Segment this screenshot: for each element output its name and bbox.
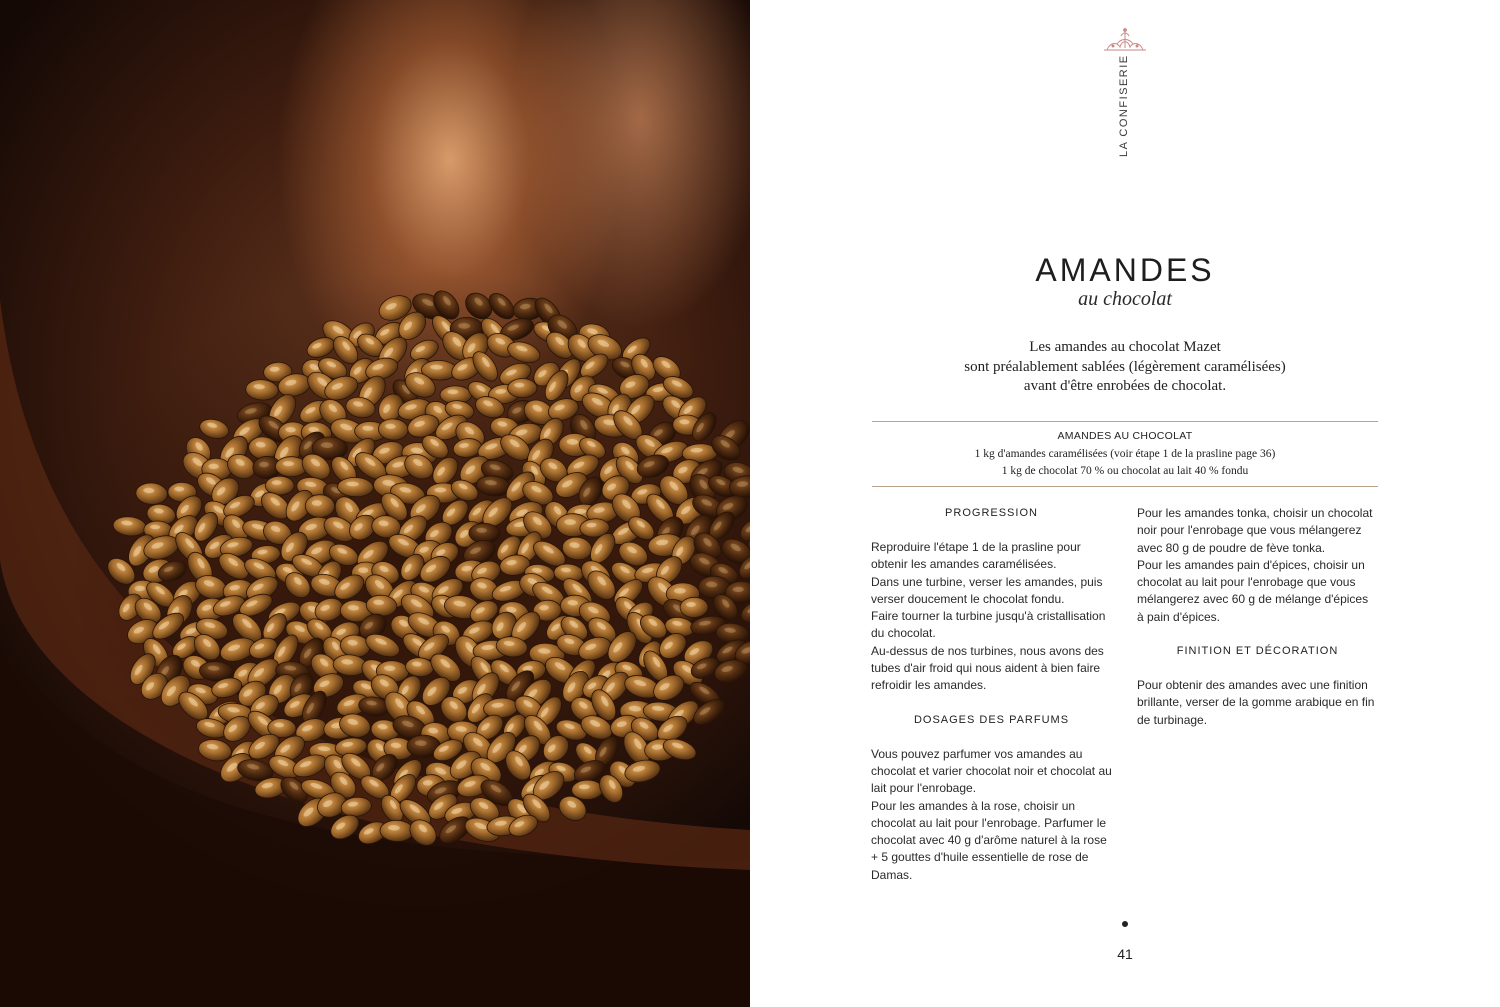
finition-paragraph: Pour obtenir des amandes avec une finition brillante, verser de la gomme arabique en fin de turbinage. [1137, 678, 1375, 727]
finition-heading: FINITION ET DÉCORATION [1176, 645, 1339, 658]
progression-step: Faire tourner la turbine jusqu'à cristallisation du chocolat. [871, 609, 1106, 641]
dosage-paragraph: Vous pouvez parfumer vos amandes au chocolat et varier chocolat noir et chocolat au lait pour l'enrobage. [871, 746, 1112, 796]
right-column [1137, 505, 1378, 729]
intro-line: Les amandes au chocolat Mazet [1029, 339, 1221, 355]
ingredients-list [750, 446, 1500, 480]
intro-line: sont préalablement sablées (légèrement caramélisées) [964, 358, 1286, 375]
page-number: 41 [1117, 946, 1133, 962]
dosages-heading: DOSAGES DES PARFUMS [913, 713, 1070, 726]
almond-highlight [272, 480, 282, 485]
almond-highlight [259, 462, 269, 468]
intro-paragraph [750, 338, 1500, 397]
divider-bottom [872, 486, 1378, 487]
divider-top [872, 421, 1378, 422]
recipe-heading: AMANDES AU CHOCOLAT [1057, 430, 1193, 442]
ingredient-line: 1 kg de chocolat 70 % ou chocolat au lait 40 % fondu [1001, 465, 1249, 477]
parfum-paragraph: Pour les amandes pain d'épices, choisir un chocolat au lait pour l'enrobage que vous mélangerez avec 60 g de mélange d'épices à pain d'épices. [1137, 557, 1369, 624]
progression-step: Reproduire l'étape 1 de la prasline pour obtenir les amandes caramélisées. [871, 540, 1081, 572]
ingredient-line: 1 kg d'amandes caramélisées (voir étape 1 de la prasline page 36) [974, 448, 1276, 460]
almond [305, 494, 335, 517]
page-title: AMANDES [1035, 252, 1215, 288]
page-subtitle: au chocolat [1078, 288, 1172, 310]
almond [680, 597, 708, 618]
ornament-icon [1102, 26, 1148, 52]
almond-highlight [434, 488, 446, 493]
dosage-paragraph: Pour les amandes à la rose, choisir un chocolat au lait pour l'enrobage. Parfumer le chocolat avec 40 g d'arôme naturel à la rose + 5 gouttes d'huile essentielle de rose de Damas. [871, 798, 1107, 882]
recipe-page: LA CONFISERIE AMANDES au chocolat Les amandes au chocolat Mazet sont préalablement sablées (légèrement caramélisées) avant d'être enrobées de chocolat. AMANDES AU CHOCOLAT 1 kg d'amandes caramélisées (voir étape 1 de la prasline page 36) 1 kg de chocolat 70 % ou chocolat au lait 40 % fondu PROGRESSION Reproduire l'étape 1 de la prasline pour obtenir les amandes caramélisées. Dans une turbine, verser les amandes, puis verser doucement le chocolat fondu. Faire tourner la turbine jusqu'à cristallisation du chocolat. Au-dessus de nos turbines, nous avons des tubes d'air froid qui nous aident à bien faire refroidir les amandes. DOSAGES DES PARFUMS Vous pouvez parfumer vos amandes au chocolat et varier chocolat noir et chocolat au lait pour l'enrobage. Pour les amandes à la rose, choisir un chocolat au lait pour l'enrobage. Parfumer le chocolat avec 40 g d'arôme naturel à la rose + 5 gouttes d'huile essentielle de rose de Damas. Pour les amandes tonka, choisir un chocolat noir pour l'enrobage que vous mélangerez avec 80 g de poudre de fève tonka. Pour les amandes pain d'épices, choisir un chocolat au lait pour l'enrobage que vous mélangerez avec 60 g de mélange d'épices à pain d'épices. FINITION ET DÉCORATION Pour obtenir des amandes avec une finition brillante, verser de la gomme arabique en fin de turbinage. 41 [750, 0, 1500, 1007]
progression-heading: PROGRESSION [945, 507, 1038, 519]
left-column [871, 505, 1112, 884]
progression-step: Au-dessus de nos turbines, nous avons des tubes d'air froid qui nous aident à bien faire refroidir les amandes. [871, 643, 1104, 693]
intro-line: avant d'être enrobées de chocolat. [1023, 378, 1227, 394]
almond [508, 379, 537, 398]
almond-highlight [514, 383, 524, 388]
page-bullet [1122, 921, 1128, 927]
parfum-paragraph: Pour les amandes tonka, choisir un chocolat noir pour l'enrobage que vous mélangerez avec 80 g de poudre de fève tonka. [1137, 506, 1373, 555]
progression-step: Dans une turbine, verser les amandes, puis verser doucement le chocolat fondu. [871, 574, 1103, 606]
almond-highlight [674, 588, 686, 594]
almond [572, 780, 604, 800]
